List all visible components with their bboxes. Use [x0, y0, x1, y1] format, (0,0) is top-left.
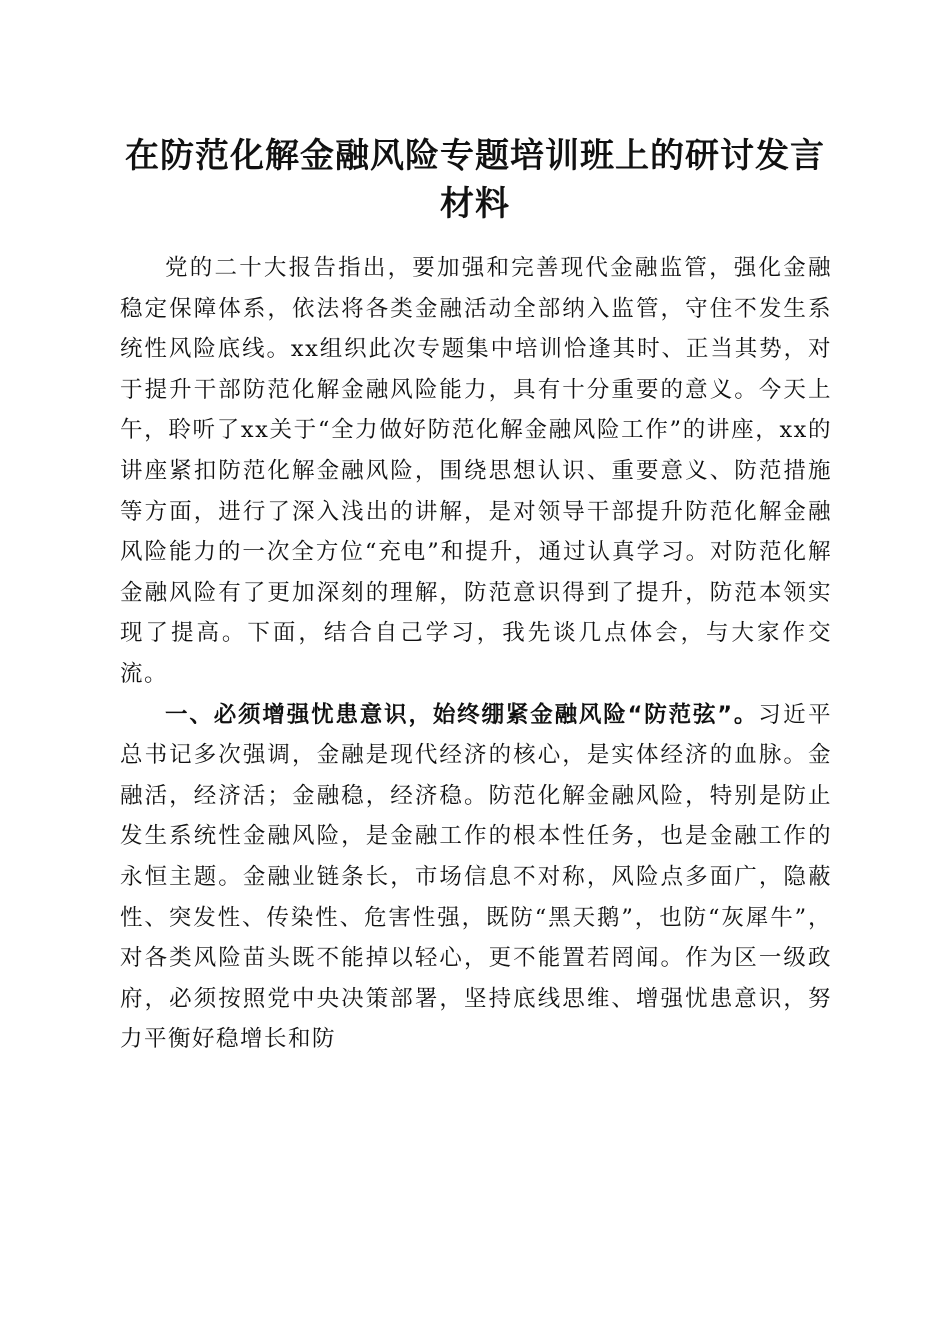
- section-1-text: 习近平总书记多次强调，金融是现代经济的核心，是实体经济的血脉。金融活，经济活；金融稳，经济稳。防范化解金融风险，特别是防止发生系统性金融风险，是金融工作的根本性任务，也是金融工作的永恒主题。金融业链条长，市场信息不对称，风险点多面广，隐蔽性、突发性、传染性、危害性强，既防“黑天鹅”，也防“灰犀牛”，对各类风险苗头既不能掉以轻心，更不能置若罔闻。作为区一级政府，必须按照党中央决策部署，坚持底线思维、增强忧患意识，努力平衡好稳增长和防: [120, 701, 832, 1053]
- section-1-heading: 一、必须增强忧患意识，始终绷紧金融风险“防范弦”。: [165, 701, 759, 728]
- document-title: [110, 132, 840, 228]
- section-1-paragraph: [120, 695, 832, 1060]
- title-line-1: 在防范化解金融风险专题培训班上的研讨发言: [125, 136, 825, 176]
- intro-paragraph: 党的二十大报告指出，要加强和完善现代金融监管，强化金融稳定保障体系，依法将各类金融活动全部纳入监管，守住不发生系统性风险底线。xx组织此次专题集中培训恰逢其时、正当其势，对于提升干部防范化解金融风险能力，具有十分重要的意义。今天上午，聆听了xx关于“全力做好防范化解金融风险工作”的讲座，xx的讲座紧扣防范化解金融风险，围绕思想认识、重要意义、防范措施等方面，进行了深入浅出的讲解，是对领导干部提升防范化解金融风险能力的一次全方位“充电”和提升，通过认真学习。对防范化解金融风险有了更加深刻的理解，防范意识得到了提升，防范本领实现了提高。下面，结合自己学习，我先谈几点体会，与大家作交流。: [120, 255, 832, 687]
- title-line-2: 材料: [440, 184, 510, 224]
- document-body: [120, 248, 832, 1060]
